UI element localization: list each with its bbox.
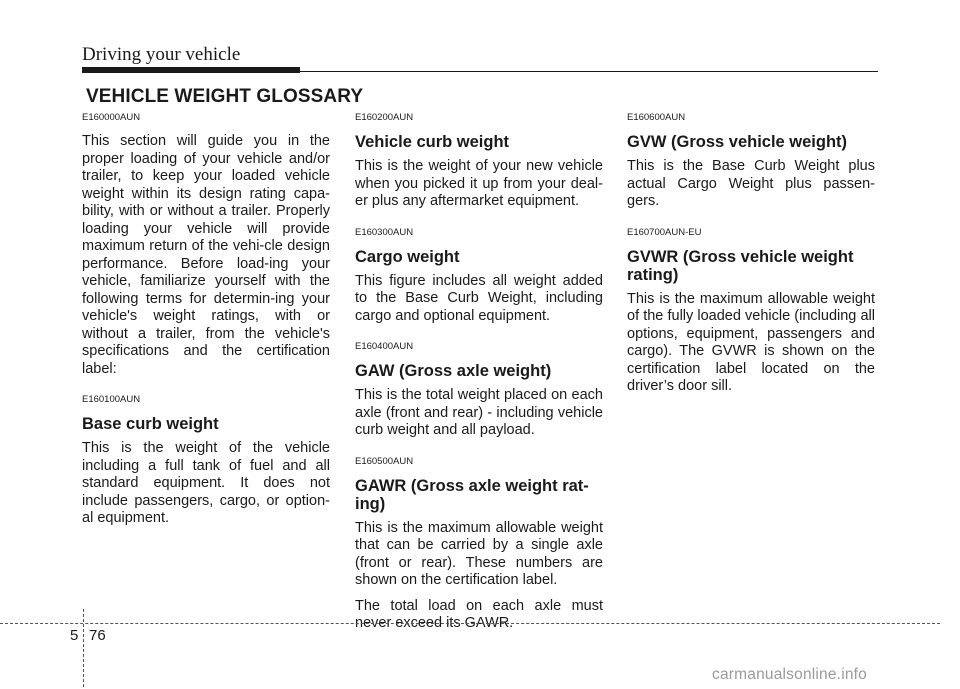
- vehicle-curb-heading: Vehicle curb weight: [355, 133, 510, 151]
- gvw-heading: GVW (Gross vehicle weight): [627, 133, 848, 151]
- base-curb-code: E160100AUN: [82, 394, 141, 405]
- chapter-number: 5: [70, 627, 79, 644]
- column-left: [82, 112, 330, 544]
- gawr-block: [355, 456, 603, 633]
- running-header-title: Driving your vehicle: [82, 44, 241, 65]
- gawr-code: E160500AUN: [355, 455, 414, 467]
- gvwr-block: [627, 227, 875, 396]
- vehicle-curb-block: [355, 112, 603, 211]
- gvw-code: E160600AUN: [627, 112, 686, 123]
- gvw-body: This is the Base Curb Weight plus actual Cargo Weight plus passen-gers.: [627, 158, 875, 209]
- gawr-body-1: This is the maximum allowable weight that can be carried by a single axle (front or rear). These numbers are shown on the certification label.: [355, 519, 603, 588]
- base-curb-body: This is the weight of the vehicle including a full tank of fuel and all standard equipment. It does not include passengers, cargo, or option-al equipment.: [82, 440, 330, 526]
- vehicle-curb-code: E160200AUN: [355, 112, 414, 123]
- gaw-body: This is the total weight placed on each axle (front and rear) - including vehicle curb weight and all payload.: [355, 387, 603, 438]
- intro-block: [82, 112, 330, 378]
- base-curb-heading: Base curb weight: [82, 415, 219, 433]
- page-number: 76: [89, 627, 106, 644]
- gvw-block: [627, 112, 875, 211]
- footer-dashed-divider: [83, 609, 84, 687]
- site-watermark: carmanualsonline.info: [712, 666, 867, 683]
- gvwr-body: This is the maximum allowable weight of the fully loaded vehicle (including all options, equipment, passengers and cargo). The GVWR is shown on the certification label located on the driver’s door sill.: [627, 290, 875, 394]
- gvwr-heading: GVWR (Gross vehicle weight rating): [627, 247, 854, 284]
- intro-body: This section will guide you in the proper loading of your vehicle and/or trailer, to keep your loaded vehicle weight within its design rating capa-bility, with or without a trailer. Properly loading your vehicle will provide maximum return of the vehi-cle design performance. Before load-ing your vehicle, familiarize yourself with the following terms for determin-ing your vehicle's weight ratings, with or without a trailer, from the vehicle's specifications and the certification label:: [82, 133, 330, 377]
- gawr-body-2: The total load on each axle must never exceed its GAWR.: [355, 597, 603, 631]
- base-curb-block: [82, 394, 330, 528]
- cargo-heading: Cargo weight: [355, 247, 460, 266]
- gvwr-code: E160700AUN-EU: [627, 226, 702, 238]
- footer-dashed-rule: [0, 623, 940, 624]
- gaw-code: E160400AUN: [355, 341, 414, 352]
- column-right: [627, 112, 875, 412]
- header-rule-thick: [82, 67, 300, 73]
- intro-code: E160000AUN: [82, 112, 141, 123]
- column-middle: [355, 112, 603, 649]
- section-title: VEHICLE WEIGHT GLOSSARY: [86, 86, 364, 107]
- cargo-block: [355, 227, 603, 326]
- gaw-block: [355, 341, 603, 440]
- gawr-heading: GAWR (Gross axle weight rat-ing): [355, 476, 589, 513]
- gaw-heading: GAW (Gross axle weight): [355, 362, 552, 380]
- header-rule-thin: [300, 71, 878, 72]
- cargo-code: E160300AUN: [355, 226, 414, 238]
- cargo-body: This figure includes all weight added to the Base Curb Weight, including cargo and optional equipment.: [355, 272, 603, 324]
- vehicle-curb-body: This is the weight of your new vehicle when you picked it up from your deal-er plus any aftermarket equipment.: [355, 158, 603, 209]
